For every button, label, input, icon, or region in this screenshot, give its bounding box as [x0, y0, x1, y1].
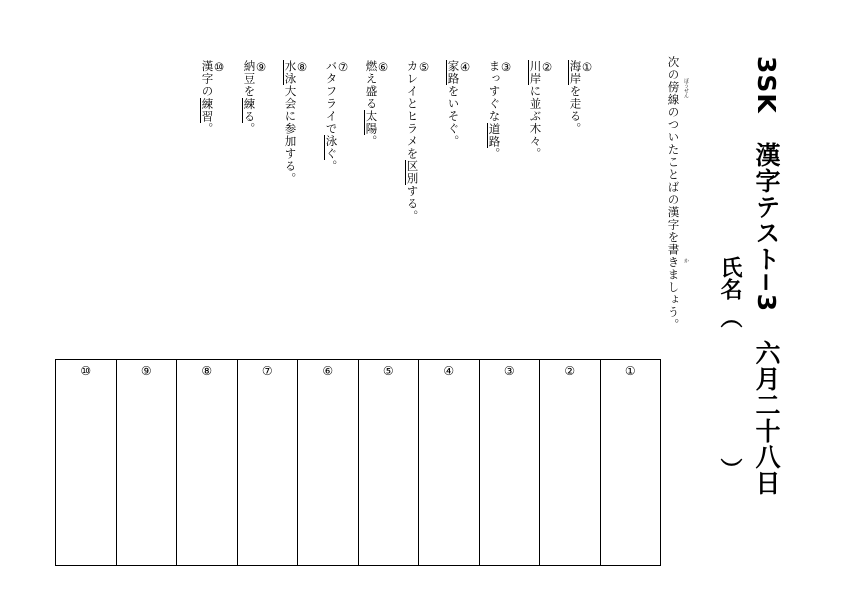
name-label: 氏名 [717, 256, 742, 300]
answer-box-1[interactable] [600, 360, 661, 566]
test-name: 漢字テスト−3 [752, 141, 781, 313]
question-2 [529, 60, 552, 160]
question-4 [447, 60, 470, 148]
ruby-kaki: か [683, 258, 689, 263]
question-target: 道路 [487, 122, 502, 148]
answer-box-number: ⑩ [80, 364, 92, 378]
answer-box-4[interactable] [419, 360, 480, 566]
instruction-part: きましょう。 [666, 256, 681, 331]
question-target: 川岸 [528, 60, 543, 85]
question-text: 。 [200, 122, 215, 135]
question-target: 区別 [405, 160, 420, 185]
question-text: 。 [242, 122, 257, 135]
question-target: 家路 [446, 60, 461, 85]
answer-box-number: ② [564, 364, 576, 378]
question-target: 水泳 [283, 60, 298, 85]
test-date: 六月二十八日 [752, 340, 781, 497]
question-text: する。 [405, 185, 420, 223]
answer-box-number: ⑥ [322, 364, 334, 378]
question-target: 泳ぐ [324, 135, 339, 160]
answer-box-number: ④ [443, 364, 455, 378]
question-text: 。 [364, 135, 379, 148]
name-open-paren: （ [717, 306, 742, 328]
answer-grid [55, 359, 661, 566]
answer-box-number: ⑧ [201, 364, 213, 378]
question-text: カレイとヒラメを [405, 60, 420, 160]
question-number: ② [540, 60, 554, 75]
name-close-paren: ） [717, 458, 742, 480]
answer-box-number: ⑤ [382, 364, 394, 378]
instruction [667, 56, 679, 331]
answer-box-number: ⑨ [140, 364, 152, 378]
question-target: 太陽 [364, 110, 379, 135]
question-text: 納豆を [242, 60, 257, 98]
instruction-word-bousen: 傍線 [666, 81, 681, 106]
test-title [754, 56, 779, 496]
question-text: 。 [324, 160, 339, 173]
ruby-bousen: ぼうせん [683, 78, 689, 98]
answer-box-6[interactable] [298, 360, 359, 566]
question-10 [201, 60, 224, 135]
answer-box-7[interactable] [237, 360, 298, 566]
question-number: ① [580, 60, 594, 75]
question-8 [284, 60, 307, 185]
question-3 [488, 60, 511, 160]
question-text: を走る。 [568, 85, 583, 135]
question-number: ⑧ [295, 60, 309, 75]
question-number: ⑥ [376, 60, 390, 75]
question-number: ⑨ [254, 60, 268, 75]
question-9 [243, 60, 266, 135]
question-target: 海岸 [568, 60, 583, 85]
question-target: 練る [242, 97, 257, 123]
answer-box-number: ⑦ [261, 364, 273, 378]
question-number: ⑦ [336, 60, 350, 75]
question-6 [365, 60, 388, 148]
answer-box-number: ③ [503, 364, 515, 378]
question-text: に並ぶ木々。 [528, 85, 543, 160]
answer-box-3[interactable] [479, 360, 540, 566]
instruction-part: のついたことばの漢字を [666, 106, 681, 244]
question-5 [406, 60, 429, 223]
question-text: バタフライで [324, 60, 339, 135]
question-text: まっすぐな [487, 60, 502, 123]
question-number: ⑤ [417, 60, 431, 75]
question-number: ③ [499, 60, 513, 75]
question-1 [569, 60, 592, 135]
question-number: ④ [458, 60, 472, 75]
answer-box-9[interactable] [116, 360, 177, 566]
answer-box-5[interactable] [358, 360, 419, 566]
instruction-word-kaki: 書 [666, 243, 681, 256]
question-7 [325, 60, 348, 173]
question-target: 練習 [200, 97, 215, 123]
answer-box-8[interactable] [177, 360, 238, 566]
class-code: 3SK [752, 56, 781, 114]
answer-box-2[interactable] [540, 360, 601, 566]
question-text: 。 [487, 147, 502, 160]
answer-box-number: ① [624, 364, 636, 378]
name-field [718, 256, 740, 526]
answer-box-10[interactable] [56, 360, 117, 566]
question-text: 大会に参加する。 [283, 85, 298, 185]
question-text: 漢字の [200, 60, 215, 98]
question-text: 燃え盛る [364, 60, 379, 110]
question-text: をいそぐ。 [446, 85, 461, 148]
instruction-part: 次の [666, 56, 681, 81]
question-number: ⑩ [212, 60, 226, 75]
